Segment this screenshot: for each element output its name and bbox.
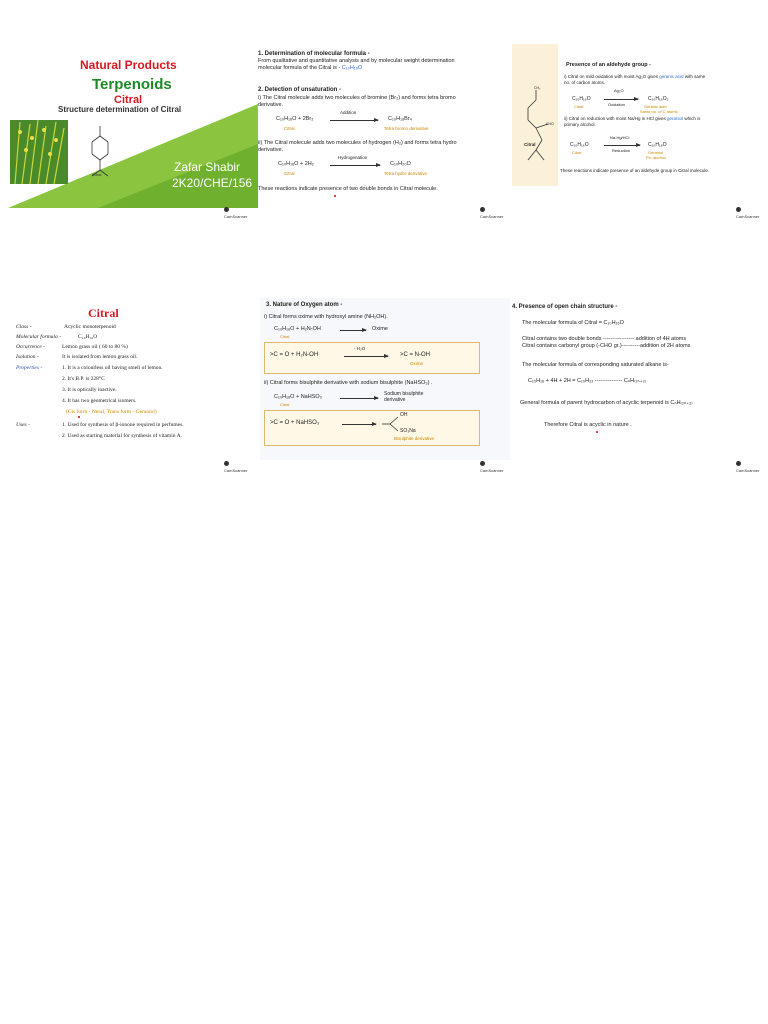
title-mol-label: Citral — [92, 172, 102, 177]
ox-arrow — [604, 99, 638, 100]
oxime-mechanism-box — [264, 342, 480, 374]
text-bromine-cont: derivative. — [258, 102, 284, 108]
row-isolation-key: Isolation - — [16, 354, 39, 360]
uses-key: Uses - — [16, 422, 30, 428]
oxime-reaction-arrow — [340, 330, 366, 331]
text-reduction-cont: primary alcohol. — [564, 122, 596, 127]
camscanner-logo: CamScanner — [224, 206, 246, 213]
text-reduction: ii) Citral on reduction with moist Na/Hg in HCl gives geraniol which is — [564, 116, 701, 121]
property-1: 1. It is a colourless oil having smell of lemon. — [62, 365, 163, 371]
reaction2-label: Hydrogenation — [338, 155, 368, 160]
ox-sub-right1: Geranic acid — [644, 104, 667, 109]
reaction2-sub-left: Citral — [284, 171, 295, 176]
row-formula-value: C₁₀H₁₆O — [78, 334, 98, 340]
red-sub-right1: Geraniol — [648, 150, 664, 155]
text-hydrogen: ii) The Citral molecule adds two molecules of hydrogen (H₂) and forms tetra hydro — [258, 140, 457, 146]
row-isolation-value: It is isolated from lemon grass oil. — [62, 354, 138, 360]
bisulphite-oh: OH — [400, 412, 408, 418]
row-occurrence-key: Occurrence - — [16, 344, 45, 350]
red-sub-right2: Pri. alcohol — [646, 155, 666, 160]
slide-molecular-formula — [258, 44, 510, 208]
property-4: 4. It has two geometrical isomers. — [62, 398, 137, 404]
red-reagent: Na-Hg/HCl — [610, 135, 630, 140]
heading-unsaturation: 2. Detection of unsaturation - — [258, 87, 342, 93]
row-formula-key: Molecular formula - — [16, 334, 61, 340]
slide-title — [8, 44, 258, 208]
ch3-label: CH₃ — [534, 86, 541, 90]
bisulphite-box-sub: Bisulphite derivative — [394, 436, 435, 441]
bisulphite-box-left: >C = O + NaHSO₃ — [270, 420, 320, 426]
oxime-box-arrow — [344, 356, 388, 357]
camscanner-logo: CamScanner — [736, 206, 758, 213]
formula-value: C₁₀H₁₆O — [603, 320, 624, 326]
bisulphite-sub: Citral — [280, 402, 290, 407]
camscanner-logo: CamScanner — [736, 460, 758, 467]
text-formula-line: molecular formula of the Citral is - C₁₀H₁₆O — [258, 65, 363, 71]
slide-oxygen-atom — [260, 298, 510, 460]
heading-open-chain: 4. Presence of open chain structure - — [512, 304, 618, 310]
bisulphite-reaction-left: C₁₀H₁₆O + NaHSO₃ — [274, 394, 322, 400]
row-occurrence-value: Lemon grass oil ( 60 to 80 %) — [62, 344, 128, 350]
use-1: 1. Used for synthesis of β-ionone required in perfumes. — [62, 422, 184, 428]
oxime-box-left: >C = O + H₂N-OH — [270, 352, 319, 358]
oxime-reaction-right: Oxime — [372, 326, 388, 332]
citral-structure-diagram — [78, 120, 128, 190]
red-dot-marker — [78, 416, 80, 418]
camscanner-logo: CamScanner — [224, 460, 246, 467]
oxime-sub: Citral — [280, 334, 290, 339]
text-bromine: i) The Citral molecule adds two molecules of bromine (Br₂) and forms tetra bromo — [258, 95, 456, 101]
geranic-acid-term: geranic acid — [659, 74, 684, 79]
heading-oxygen: 3. Nature of Oxygen atom - — [266, 302, 343, 308]
text-oxidation: i) Citral on mild oxidation with moist Ag₂O gives geranic acid with same — [564, 74, 706, 79]
oxime-box-reagent: - H₂O — [354, 346, 366, 351]
bisulphite-mechanism-box — [264, 410, 480, 446]
bisulphite-box-arrow — [342, 424, 376, 425]
bisulphite-reaction-arrow — [340, 398, 378, 399]
title-terpenoids: Terpenoids — [92, 76, 172, 93]
ox-sub-left: Citral — [574, 104, 584, 109]
author-roll-number: 2K20/CHE/156 — [172, 176, 253, 190]
oxime-box-right: >C = N-OH — [400, 352, 431, 358]
property-3: 3. It is optically inactive. — [62, 387, 117, 393]
author-name: Zafar Shabir — [174, 160, 241, 174]
camscanner-logo: CamScanner — [480, 206, 502, 213]
ox-reagent: Ag₂O — [614, 88, 624, 93]
text-double-bonds: Citral contains two double bonds ----------------- addition of 4H atoms — [522, 336, 687, 342]
slide-aldehyde-group — [512, 44, 764, 208]
cho-label: CHO — [546, 122, 554, 126]
red-type: Reduction — [612, 148, 631, 153]
reaction2-right: C₁₀H₂₀O — [390, 161, 411, 167]
reaction1-sub-left: Citral — [284, 126, 295, 131]
title-natural-products: Natural Products — [80, 58, 177, 72]
reaction2-sub-right: Tetra hydro derivative — [384, 171, 428, 176]
text-oxime: i) Citral forms oxime with hydroxyl amine (NH₂OH). — [264, 314, 388, 320]
text-general-formula: General formula of parent hydrocarbon of acyclic terpenoid is CₙH₍₂ₙ₊₂₎ — [520, 400, 693, 406]
reaction1-sub-right: Tetra bromo derivative — [384, 126, 429, 131]
row-properties-key: Properties - — [16, 365, 43, 371]
reaction2-arrow — [330, 165, 380, 166]
ox-right: C₁₀H₁₆O₂ — [648, 96, 669, 102]
bisulphite-bond-lines — [380, 414, 400, 434]
text-bisulphite: ii) Citral forms bisulphite derivative with sodium bisulphite (NaHSO₃) . — [264, 380, 433, 386]
citral-heading: Citral — [88, 306, 119, 320]
structure-label: Citral — [524, 142, 536, 147]
slide-open-chain — [512, 298, 764, 460]
text-alkane: The molecular formula of corresponding saturated alkane is- — [522, 362, 669, 368]
reaction2-left: C₁₀H₁₆O + 2H₂ — [278, 161, 314, 167]
reaction1-label: Addition — [340, 110, 357, 115]
ox-sub-right2: Same no. of C atoms — [640, 109, 678, 114]
bisulphite-reaction-right2: derivative — [384, 397, 406, 403]
equation-alkane: C₁₀H₁₆ + 4H + 2H = C₁₀H₂₂ --------------- CₙH₍₂ₙ₊₂₎ — [528, 378, 647, 384]
text-hydrogen-cont: derivative. — [258, 147, 284, 153]
text-analysis: From qualitative and quantitative analysis and by molecular weight determination — [258, 58, 455, 64]
text-oxidation-cont: no. of carbon atoms. — [564, 80, 606, 85]
reaction1-left: C₁₀H₁₆O + 2Br₂ — [276, 116, 314, 122]
title-citral: Citral — [114, 94, 143, 106]
text-formula: The molecular formula of Citral = C₁₀H₁₆O — [522, 320, 624, 326]
oxime-box-sub: Oxime — [410, 361, 424, 366]
heading-aldehyde: Presence of an aldehyde group - — [566, 62, 651, 68]
red-dot-marker — [334, 195, 336, 197]
bisulphite-reaction-right1: Sodium bisulphite — [384, 391, 424, 397]
lemon-grass-image — [10, 120, 68, 184]
reaction1-arrow — [330, 120, 378, 121]
heading-molecular-formula: 1. Determination of molecular formula - — [258, 51, 370, 57]
red-left: C₁₀H₁₆O — [570, 142, 589, 148]
oxime-reaction-left: C₁₀H₁₆O + H₂N-OH — [274, 326, 321, 332]
camscanner-logo: CamScanner — [480, 460, 502, 467]
isomers-note: (Cis form - Neral, Trans form - Geraniol) — [66, 409, 157, 415]
text-conclusion: These reactions indicate presence of two double bonds in Citral molecule. — [258, 186, 438, 192]
text-aldehyde-conclusion: These reactions indicate presence of an aldehyde group in Citral molecule. — [560, 168, 710, 173]
row-class-key: Class - — [16, 324, 32, 330]
text-acyclic-conclusion: Therefore Citral is acyclic in nature . — [544, 422, 632, 428]
red-dot-marker — [596, 431, 598, 433]
formula-value: C₁₀H₁₆O — [341, 65, 363, 71]
red-right: C₁₀H₁₈O — [648, 142, 667, 148]
citral-chain-structure — [512, 80, 558, 190]
geraniol-term: geraniol — [667, 116, 684, 121]
title-structure-determination: Structure determination of Citral — [58, 105, 182, 114]
red-sub-left: Citral — [572, 150, 582, 155]
bisulphite-so3na: SO₃Na — [400, 428, 416, 434]
property-2: 2. It's B.P. is 228°C — [62, 376, 105, 382]
reaction1-right: C₁₀H₁₆Br₄ — [388, 116, 412, 122]
text-carbonyl: Citral contains carbonyl group (-CHO gr.)----------addition of 2H atoms — [522, 343, 691, 349]
ox-type: Oxidation — [608, 102, 625, 107]
ox-left: C₁₀H₁₆O — [572, 96, 591, 102]
slide-citral-info — [8, 298, 258, 460]
red-arrow — [604, 145, 640, 146]
use-2: 2. Used as starting material for synthesis of vitamin A. — [62, 433, 182, 439]
row-class-value: Acyclic monoterpenoid — [64, 324, 116, 330]
